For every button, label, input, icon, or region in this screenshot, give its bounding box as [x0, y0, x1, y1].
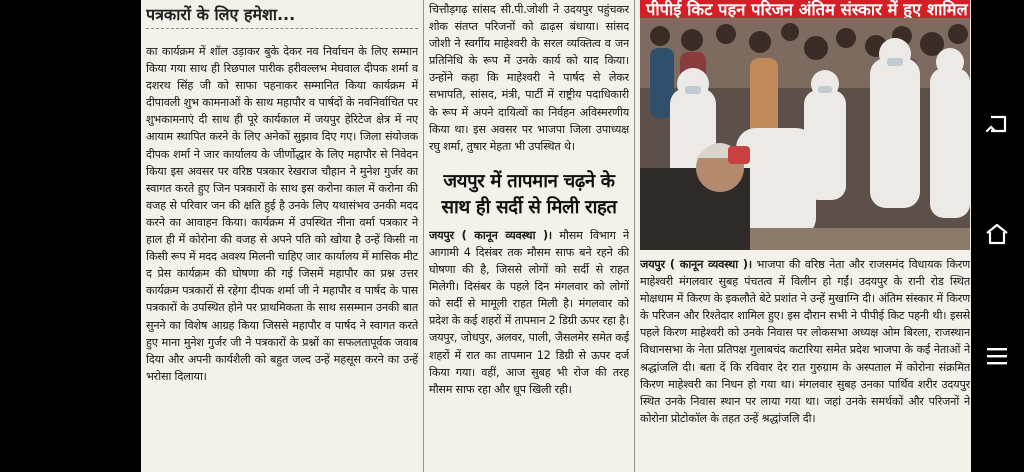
weather-headline: जयपुर में तापमान चढ़ने के साथ ही सर्दी से मिली राहत [441, 170, 617, 218]
funeral-article-body: भाजपा की वरिष्ठ नेता और राजसमंद विधायक किरण माहेश्वरी मंगलवार सुबह पंचतत्व में विलीन हो गईं। उदयपुर के रानी रोड स्थित मोक्षधाम में किरण के इकलौते बेटे प्रशांत ने उन्हें मुखाग्नि दी। अंतिम संस्कार में किरण के परिजन और रिश्तेदार शामिल हुए। इस दौरान सभी ने पीपीई किट पहनी थी। इससे पहले किरण माहेश्वरी को उनके निवास पर लोकसभा अध्यक्ष ओम बिरला, राजस्थान विधानसभा के नेता प्रतिपक्ष गुलाबचंद कटारिया समेत प्रदेश भाजपा के कई नेताओं ने श्रद्धांजलि दी। बता दें कि रविवार देर रात गुरुग्राम के अस्पताल में कोरोना संक्रमित किरण माहेश्वरी का निधन हो गया था। मंगलवार सुबह उनका पार्थिव शरीर उदयपुर स्थित उनके निवास स्थान पर लाया गया था। जहां उनके समर्थकों और परिजनों ने कोरोना प्रोटोकॉल के तहत उन्हें श्रद्धांजलि दी। [640, 258, 970, 425]
menu-button[interactable] [979, 338, 1015, 374]
home-button[interactable] [979, 216, 1015, 252]
column-middle [429, 0, 629, 472]
photo-headline: पीपीई किट पहन परिजन अंतिम संस्कार में हुए शामिल [640, 0, 970, 18]
print-registration-marks [661, 464, 961, 472]
home-icon [979, 216, 1015, 252]
weather-article [429, 227, 629, 398]
dateline: जयपुर ( कानून व्यवस्था )। [429, 228, 552, 242]
menu-icon [979, 338, 1015, 374]
funeral-photo-illustration [640, 18, 970, 250]
column-left [146, 0, 418, 472]
dateline: जयपुर ( कानून व्यवस्था )। [640, 258, 752, 271]
funeral-photo [640, 18, 970, 250]
funeral-article [640, 256, 970, 427]
back-button[interactable] [979, 106, 1015, 142]
left-letterbox [0, 0, 141, 472]
weather-article-body: मौसम विभाग ने आगामी 4 दिसंबर तक मौसम साफ बने रहने की घोषणा की है, जिससे लोगों को सर्दी से राहत मिलेगी। दिसंबर के पहले दिन मंगलवार को लोगों को सर्दी से मामूली राहत मिली है। मंगलवार को प्रदेश के कई शहरों में तापमान 2 डिग्री ऊपर रहा है। जयपुर, जोधपुर, अलवर, पाली, जैसलमेर समेत कई शहरों में रात का तापमान 12 डिग्री से ऊपर दर्ज किया गया। वहीं, आज सुबह भी रोज की तरह मौसम साफ रहा और धूप खिली रही। [429, 228, 629, 396]
article-continuation: चित्तौड़गढ़ सांसद सी.पी.जोशी ने उदयपुर पहुंचकर शोक संतप्त परिजनों को ढाढ़स बंधाया। सांसद जोशी ने स्वर्गीय माहेश्वरी के सरल व्यक्तित्व व जन प्रतिनिधि के रूप में उनके कार्य को याद किया। उन्होंने कहा कि माहेश्वरी ने पार्षद से लेकर सभापति, सांसद, मंत्री, पार्टी में राष्ट्रीय पदाधिकारी के रूप में अपने दायित्वों का निर्वहन अविस्मरणीय किया था। इस अवसर पर भाजपा जिला उपाध्यक्ष रघु शर्मा, तुषार मेहता भी उपस्थित थे। [429, 3, 629, 153]
column-divider [634, 0, 635, 472]
article-body-left: का कार्यक्रम में शॉल उड़ाकर बुके देकर नव निर्वाचन के लिए सम्मान किया गया साथ ही रिछपाल पारीक हरीवल्लभ मेघवाल दीपक शर्मा व दशरथ सिंह जी को साफा पहनाकर सम्मानित किया कार्यक्रम में दीपावली शुभ कामनाओं के साथ महापौर व पार्षदों के नवनिर्वाचित पर शुभकामनाएं दी साथ ही पूरे कार्यकाल में जयपुर हेरिटेज क्षेत्र में नए आयाम स्थापित करने के लिए अनेकों सुझाव दिए गए। जिला संयोजक दीपक शर्मा ने जार कार्यालय के जीर्णोद्धार के लिए महापौर से निवेदन किया इस अवसर पर वरिष्ठ पत्रकार रेखराज चौहान ने मुनेश गुर्जर का स्वागत करते हुए जिन पत्रकारों के साथ इस करोना काल में करोना की वजह से परिवार जन की क्षति हुई है उनके लिए यथासंभव उनकी मदद करने का आवाहन किया। कार्यक्रम में उपस्थित नीना वर्मा पत्रकार ने हाल ही में कोरोना की वजह से अपने पति को खोया है उन्हें किसी ना किसी रूप में मदद अवश्य मिलनी चाहिए जार कार्यालय में मासिक मीट द प्रेस कार्यक्रम की घोषणा की गई जिसमें महापौर का प्रश्न उत्तर कार्यक्रम पत्रकारों से रहेगा दीपक शर्मा जी ने महापौर व पार्षद के पास पत्रकारों के उपस्थित होने पर प्राथमिकता के साथ ससम्मान उनकी बात सुनने का विशेष आग्रह किया जिससे महापौर व पार्षद ने स्वागत करते हुए माना मुनेश गुर्जर जी ने पत्रकारों के प्रश्नों का सफलतापूर्वक जवाब दिया और अपनी कार्यशैली को बहुत जल्द उन्हें महसूस करने का उन्हें भरोसा दिलाया। [146, 45, 418, 383]
back-icon [979, 106, 1015, 142]
continued-headline: पत्रकारों के लिए हमेशा... [146, 4, 418, 29]
newspaper-page [141, 0, 971, 472]
column-right [640, 0, 970, 472]
column-divider [423, 0, 424, 472]
navigation-bar [971, 0, 1024, 472]
